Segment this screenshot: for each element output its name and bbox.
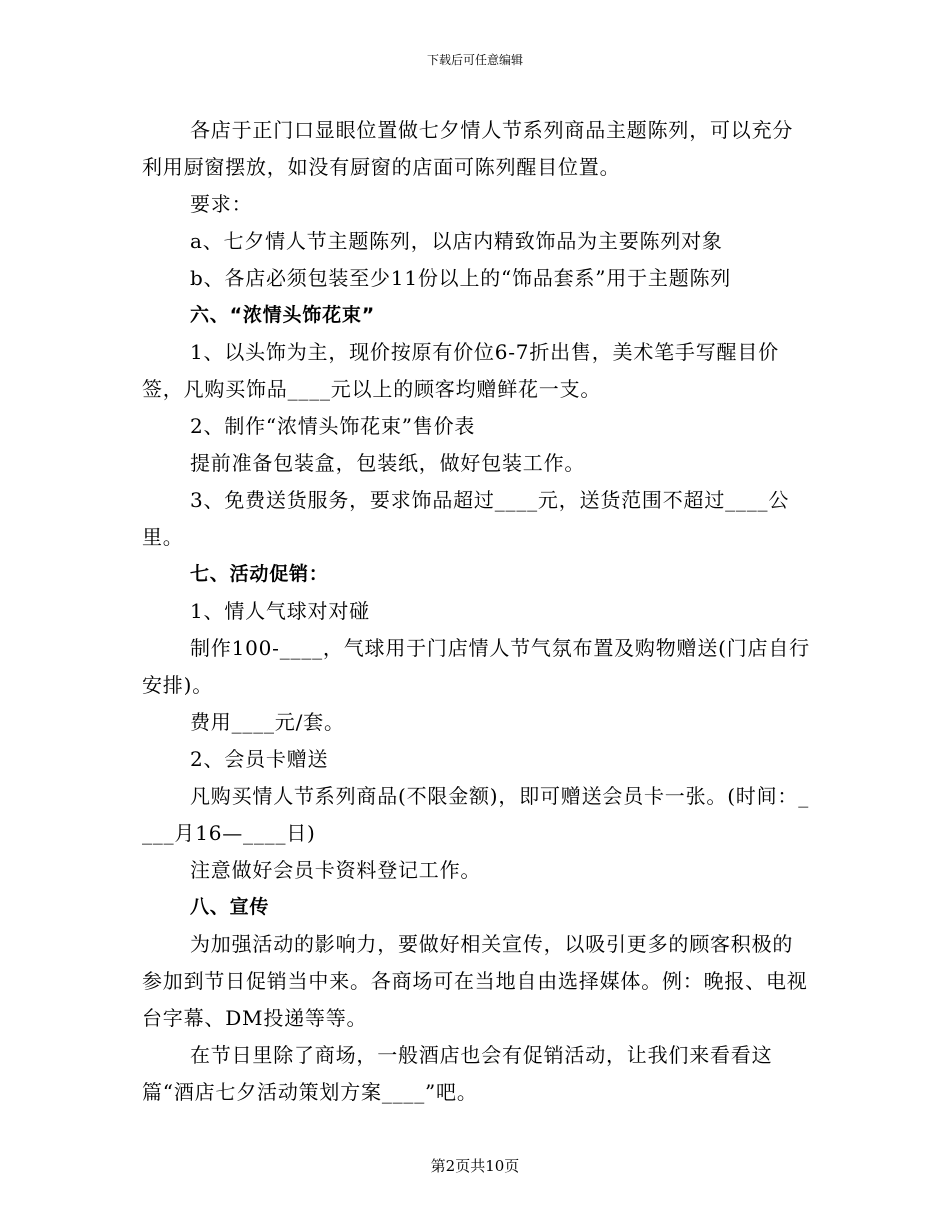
section-heading-6: 六、“浓情头饰花束” <box>190 304 375 326</box>
section-heading-8: 八、宣传 <box>190 896 270 918</box>
paragraph-packaging: 提前准备包装盒，包装纸，做好包装工作。 <box>190 451 586 475</box>
paragraph-requirements-label: 要求： <box>190 192 253 216</box>
paragraph-member-card-title: 2、会员卡赠送 <box>190 747 329 771</box>
paragraph-price-list: 2、制作“浓情头饰花束”售价表 <box>190 414 476 438</box>
paragraph-balloon-detail: 制作100-____，气球用于门店情人节气氛布置及购物赠送(门店自行安排)。 <box>142 636 810 697</box>
paragraph-publicity: 为加强活动的影响力，要做好相关宣传，以吸引更多的顾客积极的参加到节日促销当中来。各商场可在当地自由选择媒体。例：晚报、电视台字幕、DM投递等等。 <box>142 932 808 1030</box>
paragraph-member-card-note: 注意做好会员卡资料登记工作。 <box>190 858 482 882</box>
paragraph-requirement-b: b、各店必须包装至少11份以上的“饰品套系”用于主题陈列 <box>190 266 732 290</box>
paragraph-display-intro: 各店于正门口显眼位置做七夕情人节系列商品主题陈列，可以充分利用厨窗摆放，如没有厨窗的店面可陈列醒目位置。 <box>142 118 794 179</box>
paragraph-balloon-cost: 费用____元/套。 <box>190 710 345 734</box>
page-header: 下载后可任意编辑 <box>426 53 523 67</box>
paragraph-requirement-a: a、七夕情人节主题陈列，以店内精致饰品为主要陈列对象 <box>190 229 723 253</box>
page-footer: 第2页共10页 <box>430 1157 520 1175</box>
paragraph-hotel-transition: 在节日里除了商场，一般酒店也会有促销活动，让我们来看看这篇“酒店七夕活动策划方案____”吧。 <box>142 1043 773 1104</box>
section-heading-7: 七、活动促销： <box>190 563 329 585</box>
paragraph-headwear-discount: 1、以头饰为主，现价按原有价位6-7折出售，美术笔手写醒目价签，凡购买饰品____元以上的顾客均赠鲜花一支。 <box>142 340 779 401</box>
paragraph-balloon-title: 1、情人气球对对碰 <box>190 599 370 623</box>
paragraph-member-card-detail: 凡购买情人节系列商品(不限金额)，即可赠送会员卡一张。(时间：____月16—____日) <box>142 784 810 845</box>
document-body <box>142 112 812 1111</box>
paragraph-free-delivery: 3、免费送货服务，要求饰品超过____元，送货范围不超过____公里。 <box>142 488 790 549</box>
